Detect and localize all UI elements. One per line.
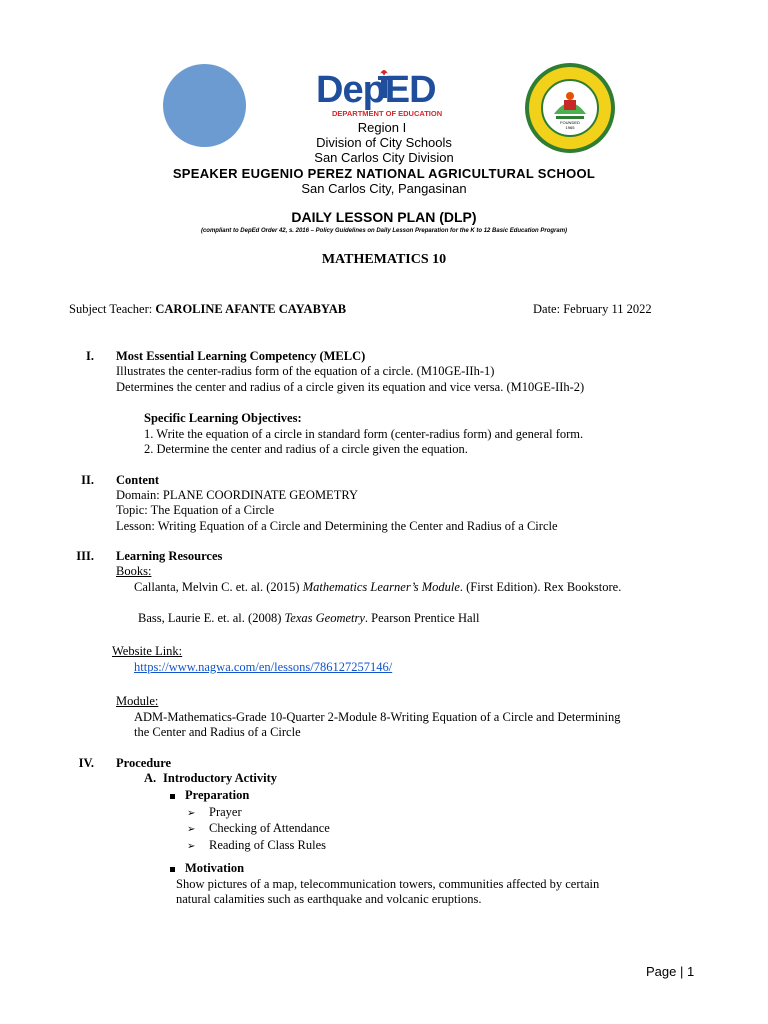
seal-founded-text: FOUNDED 1965 [560, 120, 580, 130]
subsection-letter: A. [144, 771, 157, 785]
page-number: Page | 1 [646, 964, 695, 979]
melc-line-1: Illustrates the center-radius form of the equation of a circle. (M10GE-IIh-1) [116, 364, 495, 378]
subsection-title-intro: Introductory Activity [163, 771, 277, 785]
school-location: San Carlos City, Pangasinan [301, 181, 467, 196]
website-link[interactable]: https://www.nagwa.com/en/lessons/786127257146/ [134, 660, 393, 674]
prep-item [187, 838, 326, 854]
prep-item-label: Reading of Class Rules [209, 838, 327, 852]
section-title-content: Content [116, 473, 160, 487]
objectives-title: Specific Learning Objectives: [144, 411, 302, 425]
teacher-line [69, 302, 346, 317]
section-number: II. [81, 473, 94, 487]
book-1-title: Mathematics Learner’s Module [302, 580, 460, 594]
prep-item [187, 805, 242, 821]
prep-item [187, 821, 330, 837]
subject-title: MATHEMATICS 10 [321, 252, 447, 267]
book-2-publisher: . Pearson Prentice Hall [364, 611, 480, 625]
compliance-note: (compliant to DepEd Order 42, s. 2016 – Policy Guidelines on Daily Lesson Preparation for the K to 12 Basic Education Program) [200, 228, 568, 234]
section-number: I. [86, 349, 94, 363]
content-lesson: Lesson: Writing Equation of a Circle and Determining the Center and Radius of a Circle [116, 519, 558, 533]
book-2-title: Texas Geometry [284, 611, 365, 625]
arrow-bullet-icon: ➢ [187, 808, 196, 819]
module-label-text: Module: [116, 694, 159, 708]
motivation-heading [170, 861, 244, 876]
prep-item-label: Prayer [209, 805, 242, 819]
square-bullet-icon [170, 867, 175, 872]
module-line-2: the Center and Radius of a Circle [134, 725, 301, 739]
city-division-text: San Carlos City Division [314, 150, 454, 165]
section-title-resources: Learning Resources [116, 549, 223, 563]
books-label-text: Books: [116, 564, 152, 578]
website-link-wrap [134, 660, 392, 675]
school-name: SPEAKER EUGENIO PEREZ NATIONAL AGRICULTURAL SCHOOL [172, 166, 596, 181]
section-title-melc: Most Essential Learning Competency (MELC) [116, 349, 366, 363]
module-line-1: ADM-Mathematics-Grade 10-Quarter 2-Module 8-Writing Equation of a Circle and Determining [134, 710, 621, 724]
doc-title: DAILY LESSON PLAN (DLP) [291, 209, 477, 225]
section-number: IV. [78, 756, 94, 770]
teacher-name: CAROLINE AFANTE CAYABYAB [155, 302, 347, 316]
section-title-procedure: Procedure [116, 756, 172, 770]
content-domain: Domain: PLANE COORDINATE GEOMETRY [116, 488, 359, 502]
deped-logo-text: DepED [316, 69, 436, 111]
teacher-label: Subject Teacher: [69, 302, 156, 316]
book-1-authors: Callanta, Melvin C. et. al. (2015) [134, 580, 303, 594]
website-label-text: Website Link: [112, 644, 183, 658]
arrow-bullet-icon: ➢ [187, 841, 196, 852]
arrow-bullet-icon: ➢ [187, 824, 196, 835]
motivation-line-1: Show pictures of a map, telecommunication towers, communities affected by certain [176, 877, 600, 891]
region-text: Region I [357, 120, 407, 135]
book-1-publisher: . (First Edition). Rex Bookstore. [459, 580, 622, 594]
deped-logo-subtext: DEPARTMENT OF EDUCATION [332, 109, 443, 118]
books-label [116, 564, 151, 579]
division-text: Division of City Schools [316, 135, 452, 150]
square-bullet-icon [170, 794, 175, 799]
objective-2: 2. Determine the center and radius of a circle given the equation. [144, 442, 468, 456]
motivation-line-2: natural calamities such as earthquake and volcanic eruptions. [176, 892, 482, 906]
melc-line-2: Determines the center and radius of a circle given its equation and vice versa. (M10GE-IIh-2) [116, 380, 585, 394]
preparation-heading [170, 788, 249, 803]
date-text: Date: February 11 2022 [533, 302, 652, 316]
motivation-title: Motivation [185, 861, 245, 875]
website-label [112, 644, 182, 659]
preparation-title: Preparation [185, 788, 250, 802]
content-topic: Topic: The Equation of a Circle [116, 503, 275, 517]
book-reference-1 [134, 580, 621, 595]
module-label [116, 694, 158, 709]
objective-1: 1. Write the equation of a circle in standard form (center-radius form) and general form. [144, 427, 584, 441]
section-number: III. [76, 549, 94, 563]
prep-item-label: Checking of Attendance [209, 821, 330, 835]
book-2-authors: Bass, Laurie E. et. al. (2008) [138, 611, 285, 625]
book-reference-2 [138, 611, 479, 626]
deped-logo [314, 66, 474, 122]
